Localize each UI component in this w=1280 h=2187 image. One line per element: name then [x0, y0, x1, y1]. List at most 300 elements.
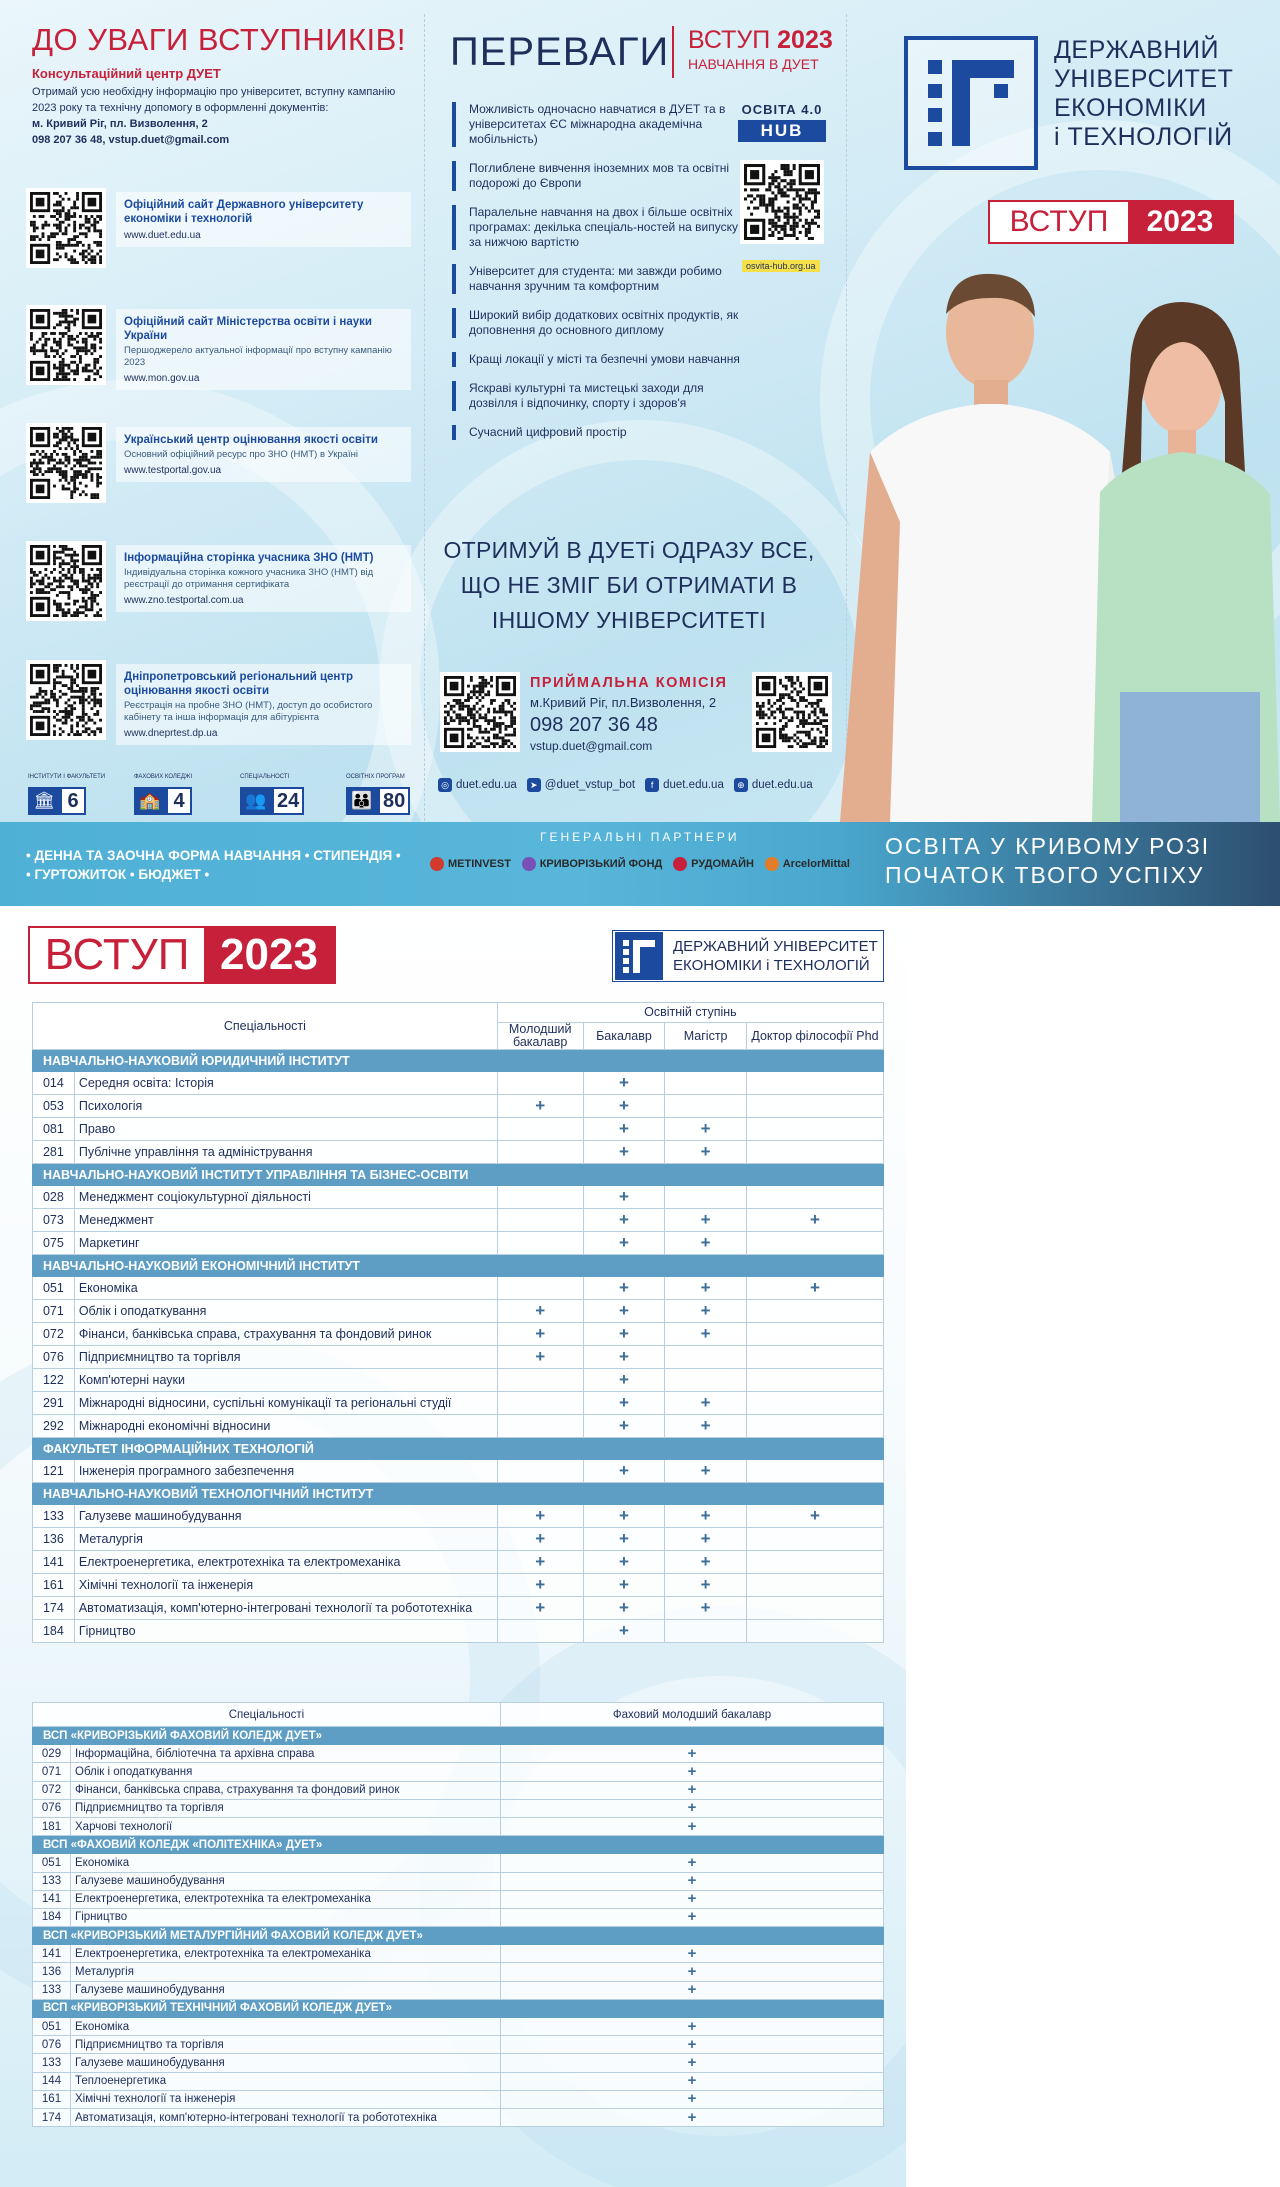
specialty-name: Міжнародні відносини, суспільні комунікації та регіональні студії: [74, 1392, 497, 1415]
stat-item: [134, 774, 214, 820]
specialty-code: 014: [33, 1072, 75, 1095]
qr-code-icon: [30, 427, 102, 499]
availability-mark: [497, 1232, 583, 1255]
resource-url[interactable]: www.testportal.gov.ua: [124, 465, 222, 476]
availability-mark: [746, 1346, 883, 1369]
qr-code-icon: [30, 664, 102, 736]
commission-qr-right[interactable]: [752, 672, 832, 752]
table-row: [33, 1908, 884, 1926]
admission-label: ВСТУП: [1009, 205, 1109, 238]
table-row: [33, 1505, 884, 1528]
table-row: [33, 1392, 884, 1415]
table-row: [33, 1781, 884, 1799]
availability-mark: +: [501, 2036, 884, 2054]
table-section-header: [33, 1164, 884, 1186]
admission-subheading: НАВЧАННЯ В ДУЕТ: [688, 56, 819, 72]
specialty-code: 133: [33, 1505, 75, 1528]
specialty-code: 029: [33, 1745, 71, 1763]
availability-mark: +: [665, 1415, 747, 1438]
specialty-name: Середня освіта: Історія: [74, 1072, 497, 1095]
sheet-admission-badge: [28, 926, 336, 984]
table-row: [33, 1209, 884, 1232]
availability-mark: [497, 1392, 583, 1415]
availability-mark: +: [665, 1300, 747, 1323]
availability-mark: [746, 1574, 883, 1597]
availability-mark: +: [501, 1817, 884, 1835]
availability-mark: [665, 1346, 747, 1369]
advantages-title: ПЕРЕВАГИ: [450, 30, 670, 74]
table-row: [33, 2036, 884, 2054]
table-row: [33, 1963, 884, 1981]
specialty-name: Харчові технології: [71, 1817, 501, 1835]
availability-mark: +: [583, 1141, 665, 1164]
university-name: [1054, 36, 1233, 152]
section-title: ВСП «КРИВОРІЗЬКИЙ ФАХОВИЙ КОЛЕДЖ ДУЕТ»: [33, 1727, 884, 1745]
availability-mark: [665, 1620, 747, 1643]
specialty-code: 076: [33, 2036, 71, 2054]
slogan: ОТРИМУЙ В ДУЕТі ОДРАЗУ ВСЕ, ЩО НЕ ЗМІГ БИ ОТРИМАТИ В ІНШОМУ УНІВЕРСИТЕТІ: [443, 537, 815, 633]
table-section-header: [33, 1727, 884, 1745]
social-link[interactable]: [438, 778, 517, 792]
table-row: [33, 2072, 884, 2090]
resource-title: Український центр оцінювання якості освіти: [124, 434, 378, 446]
availability-mark: +: [501, 2108, 884, 2126]
table-row: [33, 1817, 884, 1835]
qr-code-icon: [444, 676, 516, 748]
partners-logos: [430, 857, 850, 871]
specialty-code: 051: [33, 1277, 75, 1300]
table-section-header: [33, 1927, 884, 1945]
stat-value: 24: [272, 787, 304, 815]
availability-mark: +: [501, 2090, 884, 2108]
table-row: [33, 1574, 884, 1597]
specialty-code: 281: [33, 1141, 75, 1164]
social-link[interactable]: [527, 778, 635, 792]
resource-info: [116, 427, 411, 482]
table-row: [33, 1369, 884, 1392]
availability-mark: +: [501, 1745, 884, 1763]
availability-mark: +: [583, 1505, 665, 1528]
people-icon: 👥: [240, 787, 272, 815]
specialty-code: 144: [33, 2072, 71, 2090]
section-title: НАВЧАЛЬНО-НАУКОВИЙ ЮРИДИЧНИЙ ІНСТИТУТ: [33, 1050, 884, 1072]
availability-mark: +: [501, 1981, 884, 1999]
table-section-header: [33, 1255, 884, 1277]
admission-heading: [688, 26, 833, 55]
availability-mark: [497, 1072, 583, 1095]
availability-mark: +: [501, 1890, 884, 1908]
specialty-code: 072: [33, 1323, 75, 1346]
availability-mark: [746, 1415, 883, 1438]
specialty-name: Підприємництво та торгівля: [71, 1799, 501, 1817]
resource-description: Основний офіційний ресурс про ЗНО (НМТ) в Україні: [124, 449, 358, 460]
resource-title: Офіційний сайт Державного університету економіки і технологій: [124, 199, 364, 225]
stat-caption: ІНСТИТУТИ І ФАКУЛЬТЕТИ: [28, 774, 106, 780]
availability-mark: +: [583, 1118, 665, 1141]
availability-mark: +: [583, 1574, 665, 1597]
university-name-line: і ТЕХНОЛОГІЙ: [1054, 123, 1233, 151]
title-separator: [672, 26, 674, 78]
admission-commission: [530, 675, 755, 753]
table-row: [33, 1346, 884, 1369]
specialty-name: Менеджмент: [74, 1209, 497, 1232]
osvita-logo-bottom: HUB: [738, 120, 826, 142]
specialty-name: Гірництво: [74, 1620, 497, 1643]
table-row: [33, 1118, 884, 1141]
table-row: [33, 1095, 884, 1118]
availability-mark: +: [746, 1277, 883, 1300]
partner-mark-icon: [430, 857, 444, 871]
availability-mark: [746, 1460, 883, 1483]
availability-mark: +: [497, 1095, 583, 1118]
table-row: [33, 1232, 884, 1255]
specialty-code: 141: [33, 1551, 75, 1574]
osvita-qr-code[interactable]: [740, 160, 824, 244]
table-row: [33, 1799, 884, 1817]
availability-mark: [746, 1118, 883, 1141]
stat-value: 80: [378, 787, 410, 815]
instagram-icon: ◎: [438, 778, 452, 792]
table-row: [33, 1528, 884, 1551]
col-degree-level: Магістр: [665, 1023, 747, 1050]
availability-mark: +: [497, 1528, 583, 1551]
section-title: НАВЧАЛЬНО-НАУКОВИЙ ЕКОНОМІЧНИЙ ІНСТИТУТ: [33, 1255, 884, 1277]
advantage-item: Широкий вибір додаткових освітніх продуктів, як доповнення до основного диплому: [450, 308, 740, 338]
specialty-code: 053: [33, 1095, 75, 1118]
commission-email[interactable]: vstup.duet@gmail.com: [530, 739, 653, 753]
table-section-header: [33, 1050, 884, 1072]
section-title: ФАКУЛЬТЕТ ІНФОРМАЦІЙНИХ ТЕХНОЛОГІЙ: [33, 1438, 884, 1460]
advantage-item: Можливість одночасно навчатися в ДУЕТ та в університетах ЄС міжнародна академічна мобільність): [450, 102, 740, 147]
availability-mark: +: [665, 1277, 747, 1300]
availability-mark: +: [501, 1963, 884, 1981]
availability-mark: +: [583, 1277, 665, 1300]
college-icon: 🏫: [134, 787, 166, 815]
stat-caption: ОСВІТНІХ ПРОГРАМ: [346, 774, 405, 780]
resource-url[interactable]: www.zno.testportal.com.ua: [124, 595, 244, 606]
stat-badge: [346, 787, 426, 815]
partner-name: ArcelorMittal: [782, 858, 850, 870]
specialty-name: Економіка: [71, 2018, 501, 2036]
specialty-name: Галузеве машинобудування: [71, 1872, 501, 1890]
availability-mark: [746, 1300, 883, 1323]
osvita-logo-top: ОСВІТА 4.0: [741, 102, 823, 117]
resource-qr-code[interactable]: [26, 541, 106, 621]
availability-mark: [497, 1415, 583, 1438]
availability-mark: +: [665, 1574, 747, 1597]
availability-mark: +: [583, 1415, 665, 1438]
social-label: @duet_vstup_bot: [544, 779, 636, 791]
partner-logo: [673, 857, 754, 871]
specialty-code: 133: [33, 1872, 71, 1890]
section-title: ВСП «КРИВОРІЗЬКИЙ МЕТАЛУРГІЙНИЙ ФАХОВИЙ КОЛЕДЖ ДУЕТ»: [33, 1927, 884, 1945]
resource-card[interactable]: [26, 305, 411, 385]
facebook-icon: f: [645, 778, 659, 792]
specialty-code: 181: [33, 1817, 71, 1835]
specialty-code: 133: [33, 2054, 71, 2072]
availability-mark: [665, 1072, 747, 1095]
table-row: [33, 1872, 884, 1890]
resource-card[interactable]: [26, 188, 411, 268]
availability-mark: [746, 1095, 883, 1118]
availability-mark: +: [583, 1209, 665, 1232]
col-degree: Освітній ступінь: [497, 1003, 883, 1023]
specialty-name: Металургія: [71, 1963, 501, 1981]
resource-url[interactable]: www.mon.gov.ua: [124, 373, 200, 384]
table-section-header: [33, 1836, 884, 1854]
resource-info: [116, 664, 411, 745]
specialty-name: Підприємництво та торгівля: [71, 2036, 501, 2054]
specialty-name: Металургія: [74, 1528, 497, 1551]
partner-logo: [522, 857, 663, 871]
partners-title: ГЕНЕРАЛЬНІ ПАРТНЕРИ: [540, 830, 740, 844]
admission-year: 2023: [1128, 202, 1232, 242]
availability-mark: +: [665, 1209, 747, 1232]
qr-code-icon: [756, 676, 828, 748]
specialties-table: [32, 1002, 884, 1643]
availability-mark: +: [501, 1908, 884, 1926]
availability-mark: +: [746, 1505, 883, 1528]
specialty-code: 292: [33, 1415, 75, 1438]
specialties-sheet: [0, 906, 906, 2187]
availability-mark: +: [501, 1799, 884, 1817]
advantage-item: Яскраві культурні та мистецькі заходи для дозвілля і відпочинку, спорту і здоров'я: [450, 381, 740, 411]
partner-mark-icon: [765, 857, 779, 871]
availability-mark: +: [583, 1232, 665, 1255]
advantage-item: Поглиблене вивчення іноземних мов та освітні подорожі до Європи: [450, 161, 740, 191]
social-links: [438, 778, 813, 792]
col-junior-bachelor: Фаховий молодший бакалавр: [501, 1703, 884, 1727]
availability-mark: [497, 1209, 583, 1232]
social-label: duet.edu.ua: [663, 779, 724, 791]
table-row: [33, 2054, 884, 2072]
specialty-name: Хімічні технології та інженерія: [74, 1574, 497, 1597]
university-logo-icon: [908, 40, 1034, 166]
availability-mark: +: [665, 1141, 747, 1164]
specialty-name: Економіка: [74, 1277, 497, 1300]
stat-item: [28, 774, 108, 820]
university-name-line-1: ДЕРЖАВНИЙ УНІВЕРСИТЕТ: [673, 938, 878, 955]
specialty-name: Теплоенергетика: [71, 2072, 501, 2090]
resource-qr-code[interactable]: [26, 423, 106, 503]
availability-mark: +: [665, 1118, 747, 1141]
table-section-header: [33, 1438, 884, 1460]
specialty-code: 174: [33, 1597, 75, 1620]
availability-mark: +: [665, 1460, 747, 1483]
availability-mark: [665, 1369, 747, 1392]
brochure-cover-spread: [0, 0, 1280, 906]
availability-mark: [497, 1620, 583, 1643]
availability-mark: +: [583, 1369, 665, 1392]
section-title: НАВЧАЛЬНО-НАУКОВИЙ ТЕХНОЛОГІЧНИЙ ІНСТИТУТ: [33, 1483, 884, 1505]
qr-code-icon: [30, 192, 102, 264]
table-row: [33, 1945, 884, 1963]
specialty-name: Галузеве машинобудування: [74, 1505, 497, 1528]
table-row: [33, 1597, 884, 1620]
availability-mark: +: [665, 1232, 747, 1255]
osvita-url[interactable]: osvita-hub.org.ua: [742, 260, 820, 272]
advantage-item: Паралельне навчання на двох і більше освітніх програмах: декілька спеціаль-ностей на випуску за нижчою вартістю: [450, 205, 740, 250]
stat-badge: [240, 787, 320, 815]
social-link[interactable]: [645, 778, 724, 792]
availability-mark: +: [497, 1346, 583, 1369]
stat-badge: [28, 787, 108, 815]
admission-label: ВСТУП: [44, 930, 190, 979]
specialty-code: 075: [33, 1232, 75, 1255]
availability-mark: +: [665, 1597, 747, 1620]
resource-info: [116, 545, 411, 612]
specialty-name: Гірництво: [71, 1908, 501, 1926]
availability-mark: +: [501, 1945, 884, 1963]
availability-mark: [746, 1232, 883, 1255]
specialty-name: Галузеве машинобудування: [71, 1981, 501, 1999]
resource-description: Реєстрація на пробне ЗНО (НМТ), доступ до особистого кабінету та інша інформація для абітурієнта: [124, 700, 373, 723]
col-degree-level: Бакалавр: [583, 1023, 665, 1050]
availability-mark: [497, 1141, 583, 1164]
specialty-code: 071: [33, 1763, 71, 1781]
resource-description: Першоджерело актуальної інформації про вступну кампанію 2023: [124, 345, 392, 368]
table-row: [33, 1300, 884, 1323]
stat-badge: [134, 787, 214, 815]
admission-2023-badge: [988, 200, 1234, 244]
tagline-line-2: ПОЧАТОК ТВОГО УСПІХУ: [885, 862, 1205, 888]
specialty-name: Право: [74, 1118, 497, 1141]
availability-mark: [746, 1186, 883, 1209]
benefits-line-1: • ДЕННА ТА ЗАОЧНА ФОРМА НАВЧАННЯ • СТИПЕНДІЯ •: [26, 848, 401, 863]
table-row: [33, 1415, 884, 1438]
building-icon: 🏛: [28, 787, 60, 815]
resource-card[interactable]: [26, 423, 411, 503]
availability-mark: +: [583, 1528, 665, 1551]
sheet-university-logo: [612, 930, 884, 982]
specialty-name: Психологія: [74, 1095, 497, 1118]
students-photo: [830, 262, 1280, 822]
availability-mark: [497, 1118, 583, 1141]
specialty-name: Автоматизація, комп'ютерно-інтегровані технології та робототехніка: [74, 1597, 497, 1620]
availability-mark: +: [497, 1300, 583, 1323]
specialty-name: Галузеве машинобудування: [71, 2054, 501, 2072]
tagline: [885, 832, 1210, 890]
specialty-code: 073: [33, 1209, 75, 1232]
availability-mark: +: [497, 1597, 583, 1620]
specialty-name: Облік і оподаткування: [71, 1763, 501, 1781]
stat-item: [240, 774, 320, 820]
specialty-name: Маркетинг: [74, 1232, 497, 1255]
specialty-name: Електроенергетика, електротехніка та електромеханіка: [71, 1890, 501, 1908]
availability-mark: [746, 1597, 883, 1620]
stat-item: [346, 774, 426, 820]
commission-address: м.Кривий Ріг, пл.Визволення, 2: [530, 695, 717, 710]
social-link[interactable]: [734, 778, 813, 792]
resource-url[interactable]: www.duet.edu.ua: [124, 230, 201, 241]
section-title: НАВЧАЛЬНО-НАУКОВИЙ ІНСТИТУТ УПРАВЛІННЯ ТА БІЗНЕС-ОСВІТИ: [33, 1164, 884, 1186]
availability-mark: [746, 1551, 883, 1574]
consult-description: Отримай усю необхідну інформацію про університет, вступну кампанію 2023 року та технічну допомогу в оформленні документів:: [32, 86, 396, 114]
specialty-name: Автоматизація, комп'ютерно-інтегровані технології та робототехніка: [71, 2108, 501, 2126]
availability-mark: +: [501, 1781, 884, 1799]
availability-mark: [497, 1277, 583, 1300]
table-row: [33, 1981, 884, 1999]
table-section-header: [33, 1483, 884, 1505]
availability-mark: +: [583, 1346, 665, 1369]
qr-code-icon: [30, 545, 102, 617]
panel-divider: [424, 14, 425, 826]
specialty-name: Публічне управління та адміністрування: [74, 1141, 497, 1164]
consult-center-title: Консультаційний центр ДУЕТ: [32, 66, 221, 81]
partner-name: РУДОМАЙН: [691, 858, 754, 870]
availability-mark: +: [583, 1620, 665, 1643]
globe-icon: ⊕: [734, 778, 748, 792]
sheet-university-name: [673, 937, 878, 975]
table-row: [33, 1323, 884, 1346]
col-degree-level: Доктор філософії Phd: [746, 1023, 883, 1050]
resource-url[interactable]: www.dneprtest.dp.ua: [124, 728, 218, 739]
availability-mark: [746, 1323, 883, 1346]
specialty-name: Фінанси, банківська справа, страхування та фондовий ринок: [74, 1323, 497, 1346]
resource-title: Інформаційна сторінка учасника ЗНО (НМТ): [124, 552, 374, 564]
resource-qr-code[interactable]: [26, 188, 106, 268]
availability-mark: +: [665, 1551, 747, 1574]
specialty-name: Інженерія програмного забезпечення: [74, 1460, 497, 1483]
group-icon: 👪: [346, 787, 378, 815]
availability-mark: +: [665, 1505, 747, 1528]
availability-mark: [497, 1369, 583, 1392]
stat-value: 6: [60, 787, 86, 815]
table-row: [33, 1460, 884, 1483]
availability-mark: +: [497, 1551, 583, 1574]
social-label: duet.edu.ua: [456, 779, 517, 791]
table-row: [33, 1141, 884, 1164]
specialty-name: Хімічні технології та інженерія: [71, 2090, 501, 2108]
availability-mark: [665, 1186, 747, 1209]
specialty-code: 071: [33, 1300, 75, 1323]
resource-description: Індивідуальна сторінка кожного учасника ЗНО (НМТ) від реєстрації до отримання сертифіката: [124, 567, 374, 590]
commission-qr-left[interactable]: [440, 672, 520, 752]
commission-phone[interactable]: 098 207 36 48: [530, 714, 658, 736]
availability-mark: [665, 1095, 747, 1118]
availability-mark: +: [501, 1763, 884, 1781]
section-title: ВСП «КРИВОРІЗЬКИЙ ТЕХНІЧНИЙ ФАХОВИЙ КОЛЕДЖ ДУЕТ»: [33, 1999, 884, 2017]
availability-mark: +: [497, 1323, 583, 1346]
partner-name: КРИВОРІЗЬКИЙ ФОНД: [539, 858, 663, 870]
availability-mark: +: [583, 1392, 665, 1415]
specialty-code: 051: [33, 2018, 71, 2036]
availability-mark: [746, 1141, 883, 1164]
specialty-code: 121: [33, 1460, 75, 1483]
table-section-header: [33, 1999, 884, 2017]
specialty-code: 072: [33, 1781, 71, 1799]
availability-mark: +: [583, 1323, 665, 1346]
specialty-code: 141: [33, 1945, 71, 1963]
resource-card[interactable]: [26, 660, 411, 740]
university-name-line: УНІВЕРСИТЕТ: [1054, 65, 1234, 93]
col-specialties: Спеціальності: [33, 1003, 498, 1050]
resource-qr-code[interactable]: [26, 305, 106, 385]
specialty-code: 184: [33, 1620, 75, 1643]
availability-mark: +: [501, 2072, 884, 2090]
social-label: duet.edu.ua: [751, 779, 813, 791]
specialty-code: 161: [33, 1574, 75, 1597]
availability-mark: +: [665, 1528, 747, 1551]
specialty-name: Фінанси, банківська справа, страхування та фондовий ринок: [71, 1781, 501, 1799]
table-row: [33, 1890, 884, 1908]
resource-card[interactable]: [26, 541, 411, 621]
availability-mark: +: [583, 1460, 665, 1483]
availability-mark: +: [583, 1551, 665, 1574]
university-name-line-2: ЕКОНОМІКИ і ТЕХНОЛОГІЙ: [673, 957, 870, 974]
stat-caption: ФАХОВИХ КОЛЕДЖІ: [134, 774, 193, 780]
resource-qr-code[interactable]: [26, 660, 106, 740]
